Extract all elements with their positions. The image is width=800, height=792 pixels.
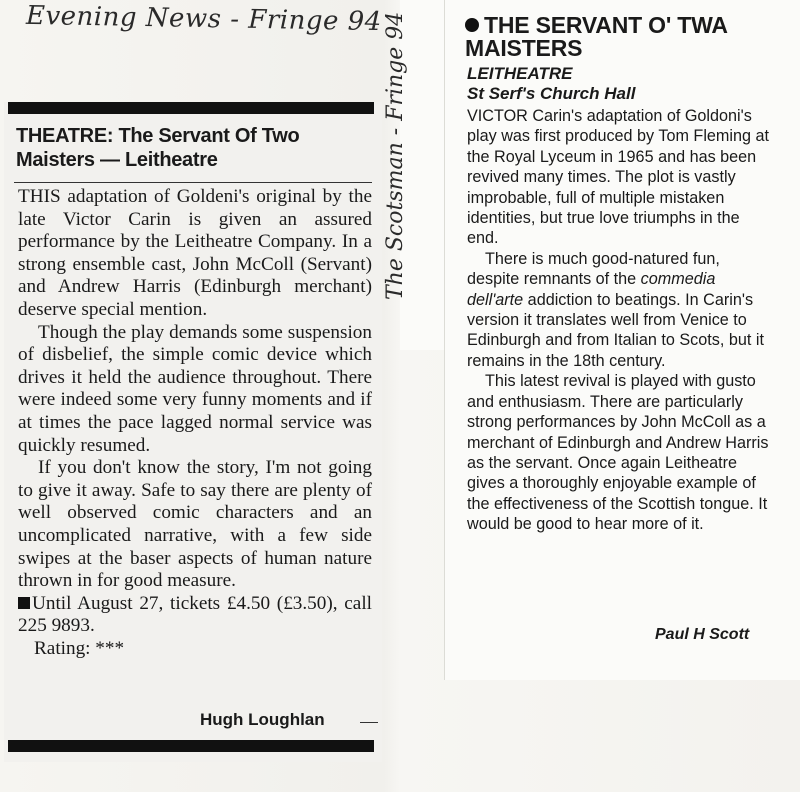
evening-news-headline: THEATRE: The Servant Of Two Maisters — Leitheatre [16, 125, 300, 171]
bullet-dot-icon [465, 18, 479, 32]
scotsman-headline-text: THE SERVANT O' TWA MAISTERS [465, 12, 727, 61]
handwritten-note-side: The Scotsman - Fringe 94 [383, 11, 408, 300]
headline-divider [14, 182, 372, 183]
bottom-rule [8, 740, 374, 752]
review-paragraph: VICTOR Carin's adaptation of Goldoni's play was first produced by Tom Fleming at the Royal Lyceum in 1965 and has been revived many times. The plot is vastly improbable, full of multiple mistaken identities, but true love triumphs in the end. [467, 107, 769, 248]
ticket-info [18, 593, 372, 638]
byline-dash [360, 722, 378, 723]
company-name: LEITHEATRE [467, 64, 573, 83]
review-paragraph [467, 249, 772, 371]
handwritten-note-top: Evening News - Fringe 94 [25, 0, 382, 38]
scotsman-clipping [445, 0, 800, 680]
evening-news-clipping [4, 102, 382, 762]
review-paragraph: If you don't know the story, I'm not going to give it away. Safe to say there are plenty of well observed comic characters and an uncomplicated narrative, with a few side swipes at the baser aspects of human nature thrown in for good measure. [18, 457, 372, 592]
ticket-text: Until August 27, tickets £4.50 (£3.50), call 225 9893. [18, 592, 372, 637]
scotsman-body [467, 106, 772, 535]
review-paragraph: This latest revival is played with gusto and enthusiasm. There are particularly strong performances by John McColl as a merchant of Edinburgh and Andrew Harris as the servant. Once again Leitheatre gives a thoroughly enjoyable example of the effectiveness of the Scottish tongue. It would be good to hear more of it. [467, 372, 769, 534]
evening-news-byline: Hugh Loughlan [200, 710, 325, 729]
review-paragraph: THIS adaptation of Goldeni's original by the late Victor Carin is given an assured performance by the Leitheatre Company. In a strong ensemble cast, John McColl (Servant) and Andrew Harris (Edinburgh merchant) deserve special mention. [18, 186, 372, 320]
para-italic-text: commedia dell'arte [467, 270, 716, 309]
scotsman-byline: Paul H Scott [655, 626, 750, 643]
rating: Rating: *** [34, 637, 125, 659]
scotsman-subheading [467, 64, 635, 104]
evening-news-body [18, 186, 372, 660]
review-paragraph: Though the play demands some suspension of disbelief, the simple comic device which drives it held the audience throughout. There were indeed some very funny moments and if at times the pace lagged normal service was quickly resumed. [18, 321, 372, 456]
scotsman-headline [465, 14, 795, 60]
para-text: There is much good-natured fun, despite remnants of the [467, 249, 720, 289]
top-rule [8, 102, 374, 114]
para-text: addiction to beatings. In Carin's version it translates well from Venice to Edinburgh and from Italian to Scots, but it remains in the 18th century. [467, 290, 764, 370]
venue-name: St Serf's Church Hall [467, 84, 636, 103]
square-bullet-icon [18, 597, 30, 609]
